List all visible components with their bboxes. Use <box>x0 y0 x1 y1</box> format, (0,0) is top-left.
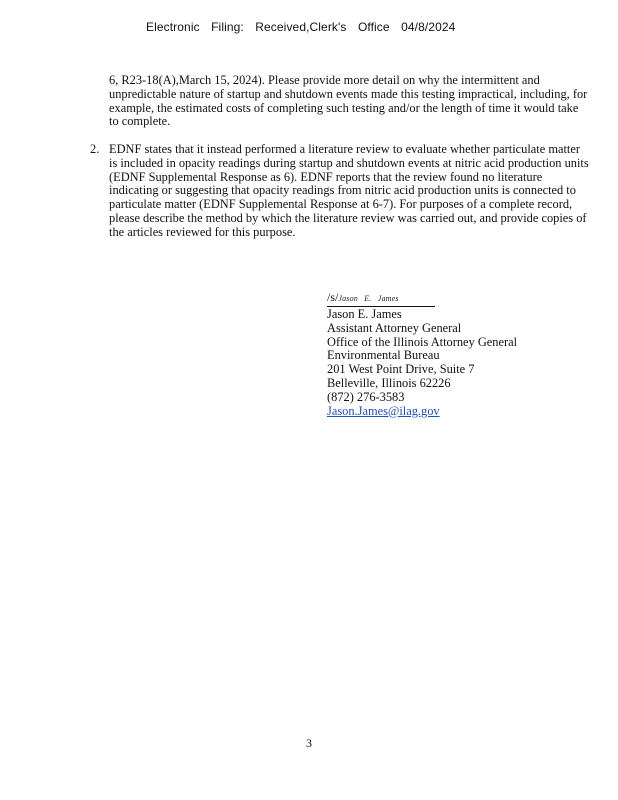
signatory-name: Jason E. James <box>327 307 402 321</box>
signature-line <box>327 290 435 307</box>
email-link[interactable]: Jason.James@ilag.gov <box>327 403 440 418</box>
signature-script-name: Jason E. James <box>338 294 399 303</box>
address-street: 201 West Point Drive, Suite 7 <box>327 362 475 377</box>
address-city: Belleville, Illinois 62226 <box>327 375 451 390</box>
filing-stamp-header: Electronic Filing: Received,Clerk's Office 04/8/2024 <box>146 20 456 34</box>
signature-block <box>327 290 587 418</box>
signature-prefix: /s/ <box>327 290 339 304</box>
signatory-office: Office of the Illinois Attorney General <box>327 334 518 349</box>
signatory-bureau: Environmental Bureau <box>327 348 440 363</box>
signatory-title: Assistant Attorney General <box>327 320 462 335</box>
page-number: 3 <box>306 736 312 750</box>
item-number: 2. <box>90 142 100 156</box>
phone-number: (872) 276-3583 <box>327 389 405 404</box>
signatory-details <box>327 308 587 418</box>
item-text: EDNF states that it instead performed a literature review to evaluate whether particulate matter is included in opacity readings during startup and shutdown events at nitric acid production units (EDNF Supplemental Response as 6). EDNF reports that the review found no literature indicating or suggesting that opacity readings from nitric acid production units is connected to particulate matter (EDNF Supplemental Response at 6-7). For purposes of a complete record, please describe the method by which the literature review was carried out, and provide copies of the articles reviewed for this purpose. <box>109 142 589 239</box>
continuation-paragraph: 6, R23-18(A),March 15, 2024). Please provide more detail on why the intermittent and unpredictable nature of startup and shutdown events made this testing impractical, including, for example, the estimated costs of completing such testing and/or the length of time it would take to complete. <box>109 73 588 129</box>
